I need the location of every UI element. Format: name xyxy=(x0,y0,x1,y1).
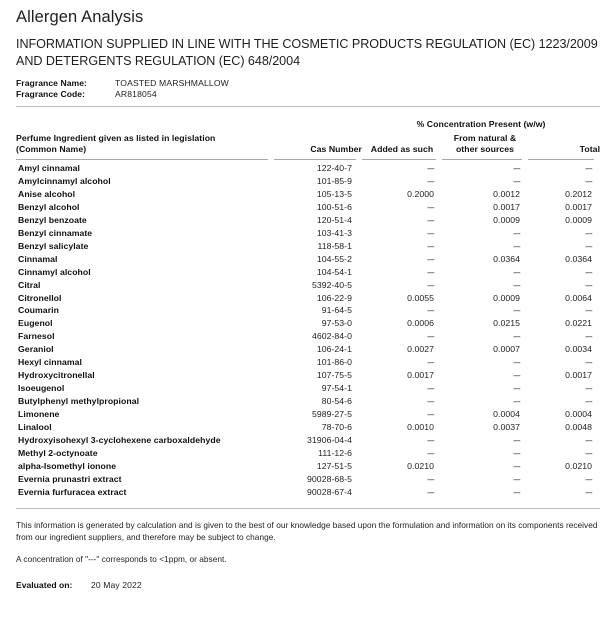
cas-number: 91-64-5 xyxy=(321,305,352,316)
cas-number: 104-54-1 xyxy=(316,266,352,277)
total-value: 0.0048 xyxy=(565,422,593,433)
added-as-such-value: 0.0027 xyxy=(407,344,434,355)
table-row xyxy=(16,473,600,486)
natural-sources-value: --- xyxy=(513,331,520,342)
added-as-such-value: --- xyxy=(427,357,434,368)
cas-number: 78-70-6 xyxy=(321,422,352,433)
column-header-ingredient xyxy=(16,133,274,158)
natural-sources-value: 0.0017 xyxy=(493,201,520,212)
header-divider xyxy=(16,106,600,107)
document-subtitle: INFORMATION SUPPLIED IN LINE WITH THE COSMETIC PRODUCTS REGULATION (EC) 1223/2009 AND DETERGENTS REGULATION (EC) 648/2004 xyxy=(16,36,598,68)
ingredient-name: Anise alcohol xyxy=(18,188,76,199)
cas-number: 97-53-0 xyxy=(321,318,352,329)
added-as-such-value: --- xyxy=(427,214,434,225)
evaluated-on-label: Evaluated on: xyxy=(16,580,73,591)
added-as-such-value: --- xyxy=(427,305,434,316)
total-value: 0.0009 xyxy=(565,214,593,225)
ingredient-name: Amylcinnamyl alcohol xyxy=(18,175,111,186)
total-value: --- xyxy=(585,162,593,173)
table-row xyxy=(16,408,600,421)
allergen-table xyxy=(16,119,600,499)
table-row xyxy=(16,330,600,343)
table-row xyxy=(16,382,600,395)
ingredient-name: Hexyl cinnamal xyxy=(18,357,82,368)
ingredient-name: Benzyl salicylate xyxy=(18,240,89,251)
table-row xyxy=(16,304,600,317)
total-value: --- xyxy=(585,435,593,446)
added-as-such-value: --- xyxy=(427,448,434,459)
ingredient-name: Citronellol xyxy=(18,292,62,303)
ingredient-name: Evernia prunastri extract xyxy=(18,474,122,485)
table-row xyxy=(16,343,600,356)
column-header-natural-line2: other sources xyxy=(455,143,515,154)
ingredient-name: Limonene xyxy=(18,409,60,420)
added-as-such-value: --- xyxy=(427,487,434,498)
cas-number: 118-58-1 xyxy=(317,240,352,251)
natural-sources-value: --- xyxy=(513,487,520,498)
natural-sources-value: --- xyxy=(513,279,520,290)
added-as-such-value: --- xyxy=(427,175,434,186)
ingredient-name: Benzyl cinnamate xyxy=(18,227,93,238)
added-as-such-value: 0.0006 xyxy=(407,318,434,329)
fragrance-code-row xyxy=(16,89,600,99)
added-as-such-value: --- xyxy=(427,435,434,446)
cas-number: 101-86-0 xyxy=(316,357,352,368)
cas-number: 127-51-5 xyxy=(316,461,352,472)
cas-number: 105-13-5 xyxy=(316,188,352,199)
natural-sources-value: --- xyxy=(513,435,520,446)
cas-number: 106-24-1 xyxy=(316,344,352,355)
cas-number: 120-51-4 xyxy=(316,214,352,225)
evaluated-on-row xyxy=(16,580,600,590)
added-as-such-value: 0.0010 xyxy=(407,422,434,433)
ingredient-name: Linalool xyxy=(18,422,52,433)
natural-sources-value: 0.0364 xyxy=(493,253,520,264)
table-row xyxy=(16,265,600,278)
table-row xyxy=(16,447,600,460)
total-value: --- xyxy=(585,227,593,238)
ingredient-name: Farnesol xyxy=(18,331,55,342)
added-as-such-value: --- xyxy=(427,383,434,394)
natural-sources-value: --- xyxy=(513,383,520,394)
added-as-such-value: 0.0210 xyxy=(407,461,434,472)
column-header-ingredient-line2: (Common Name) xyxy=(16,143,87,154)
natural-sources-value: --- xyxy=(513,370,520,381)
total-value: --- xyxy=(585,279,593,290)
ingredient-name: Benzyl benzoate xyxy=(18,214,87,225)
added-as-such-value: 0.0017 xyxy=(407,370,434,381)
natural-sources-value: 0.0009 xyxy=(493,292,520,303)
ingredient-name: Butylphenyl methylpropional xyxy=(18,396,140,407)
ingredient-name: Benzyl alcohol xyxy=(18,201,80,212)
cas-number: 107-75-5 xyxy=(316,370,352,381)
column-header-row xyxy=(16,133,600,158)
natural-sources-value: --- xyxy=(513,461,520,472)
natural-sources-value: --- xyxy=(513,305,520,316)
group-header-spacer xyxy=(16,119,274,133)
natural-sources-value: 0.0215 xyxy=(493,318,520,329)
table-bottom-divider xyxy=(16,508,600,509)
total-value: 0.0017 xyxy=(565,370,593,381)
disclaimer-text: This information is generated by calculation and is given to the best of our knowledge based upon the formulation and information on its components received from our ingredient suppliers, and therefore may be subject to change. xyxy=(16,519,598,542)
natural-sources-value: 0.0012 xyxy=(493,188,520,199)
added-as-such-value: --- xyxy=(427,474,434,485)
cas-number: 106-22-9 xyxy=(316,292,352,303)
table-row xyxy=(16,291,600,304)
table-row xyxy=(16,188,600,201)
total-value: --- xyxy=(585,331,593,342)
total-value: --- xyxy=(585,305,593,316)
added-as-such-value: 0.2000 xyxy=(407,188,434,199)
column-header-total: Total xyxy=(579,143,601,154)
fragrance-name-value: TOASTED MARSHMALLOW xyxy=(115,78,229,89)
natural-sources-value: --- xyxy=(513,357,520,368)
table-head xyxy=(16,119,600,162)
total-value: 0.0221 xyxy=(565,318,593,329)
ingredient-name: Evernia furfuracea extract xyxy=(18,487,127,498)
table-row xyxy=(16,227,600,240)
total-value: --- xyxy=(585,175,593,186)
ingredient-name: Citral xyxy=(18,279,41,290)
cas-number: 101-85-9 xyxy=(316,175,352,186)
table-row xyxy=(16,240,600,253)
natural-sources-value: --- xyxy=(513,240,520,251)
natural-sources-value: 0.0009 xyxy=(493,214,520,225)
total-value: --- xyxy=(585,396,593,407)
added-as-such-value: --- xyxy=(427,227,434,238)
ingredient-name: Eugenol xyxy=(18,318,53,329)
cas-number: 103-41-3 xyxy=(316,227,352,238)
natural-sources-value: --- xyxy=(513,474,520,485)
cas-number: 111-12-6 xyxy=(318,448,352,459)
ingredient-name: Geraniol xyxy=(18,344,54,355)
total-value: 0.2012 xyxy=(565,188,593,199)
total-value: --- xyxy=(585,357,593,368)
table-row xyxy=(16,317,600,330)
cas-number: 5989-27-5 xyxy=(311,409,352,420)
total-value: 0.0064 xyxy=(565,292,593,303)
ingredient-name: Coumarin xyxy=(18,305,59,316)
ingredient-name: Hydroxyisohexyl 3-cyclohexene carboxaldehyde xyxy=(18,435,221,446)
cas-number: 80-54-6 xyxy=(321,396,352,407)
natural-sources-value: 0.0037 xyxy=(493,422,520,433)
table-body xyxy=(16,162,600,499)
natural-sources-value: --- xyxy=(513,266,520,277)
total-value: --- xyxy=(585,383,593,394)
column-header-cas: Cas Number xyxy=(310,143,362,154)
cas-number: 122-40-7 xyxy=(316,162,352,173)
added-as-such-value: --- xyxy=(427,266,434,277)
ingredient-name: Isoeugenol xyxy=(18,383,65,394)
added-as-such-value: --- xyxy=(427,279,434,290)
fragrance-code-label: Fragrance Code: xyxy=(16,88,86,99)
total-value: 0.0034 xyxy=(565,344,593,355)
cas-number: 90028-67-4 xyxy=(307,487,352,498)
ingredient-name: alpha-Isomethyl ionone xyxy=(18,461,117,472)
footnotes xyxy=(16,520,600,566)
total-value: 0.0017 xyxy=(565,201,593,212)
total-value: --- xyxy=(585,487,593,498)
group-header-row xyxy=(16,119,600,133)
fragrance-name-row xyxy=(16,78,600,88)
added-as-such-value: --- xyxy=(427,396,434,407)
natural-sources-value: 0.0007 xyxy=(493,344,520,355)
natural-sources-value: 0.0004 xyxy=(493,409,520,420)
natural-sources-value: --- xyxy=(513,227,520,238)
table-row xyxy=(16,434,600,447)
column-header-natural-line1: From natural & xyxy=(453,133,517,144)
cas-number: 90028-68-5 xyxy=(307,474,352,485)
allergen-table-container xyxy=(16,119,600,499)
total-value: 0.0004 xyxy=(565,409,593,420)
cas-number: 104-55-2 xyxy=(316,253,352,264)
cas-number: 4602-84-0 xyxy=(311,331,352,342)
natural-sources-value: --- xyxy=(513,396,520,407)
cas-number: 31906-04-4 xyxy=(307,435,352,446)
page-title: Allergen Analysis xyxy=(16,8,144,26)
table-row xyxy=(16,460,600,473)
added-as-such-value: --- xyxy=(427,201,434,212)
total-value: --- xyxy=(585,474,593,485)
added-as-such-value: --- xyxy=(427,331,434,342)
table-row xyxy=(16,253,600,266)
fragrance-meta xyxy=(16,78,600,99)
ingredient-name: Amyl cinnamal xyxy=(18,162,80,173)
ingredient-name: Methyl 2-octynoate xyxy=(18,448,98,459)
total-value: --- xyxy=(585,266,593,277)
added-as-such-value: --- xyxy=(427,162,434,173)
table-row xyxy=(16,486,600,499)
table-row xyxy=(16,278,600,291)
ingredient-name: Hydroxycitronellal xyxy=(18,370,95,381)
total-value: 0.0364 xyxy=(565,253,593,264)
total-value: --- xyxy=(585,240,593,251)
table-row xyxy=(16,162,600,175)
ingredient-name: Cinnamyl alcohol xyxy=(18,266,91,277)
table-row xyxy=(16,356,600,369)
table-row xyxy=(16,201,600,214)
table-row xyxy=(16,369,600,382)
group-header-spacer-cas xyxy=(274,119,362,133)
evaluated-on-value: 20 May 2022 xyxy=(91,580,142,591)
added-as-such-value: 0.0055 xyxy=(407,292,434,303)
ingredient-name: Cinnamal xyxy=(18,253,58,264)
fragrance-name-label: Fragrance Name: xyxy=(16,78,87,89)
cas-number: 100-51-6 xyxy=(316,201,352,212)
column-header-natural-sources xyxy=(442,133,528,158)
table-row xyxy=(16,395,600,408)
natural-sources-value: --- xyxy=(513,175,520,186)
natural-sources-value: --- xyxy=(513,162,520,173)
natural-sources-value: --- xyxy=(513,448,520,459)
concentration-group-header: % Concentration Present (w/w) xyxy=(416,119,546,130)
table-row xyxy=(16,175,600,188)
added-as-such-value: --- xyxy=(427,409,434,420)
total-value: --- xyxy=(585,448,593,459)
dash-note-text: A concentration of "---" corresponds to <1ppm, or absent. xyxy=(16,554,227,565)
cas-number: 97-54-1 xyxy=(321,383,352,394)
column-header-added-as-such: Added as such xyxy=(370,143,434,154)
column-header-ingredient-line1: Perfume Ingredient given as listed in legislation xyxy=(16,133,216,144)
added-as-such-value: --- xyxy=(427,253,434,264)
cas-number: 5392-40-5 xyxy=(311,279,352,290)
total-value: 0.0210 xyxy=(565,461,593,472)
table-row xyxy=(16,214,600,227)
table-row xyxy=(16,421,600,434)
added-as-such-value: --- xyxy=(427,240,434,251)
fragrance-code-value: AR818054 xyxy=(115,88,157,99)
